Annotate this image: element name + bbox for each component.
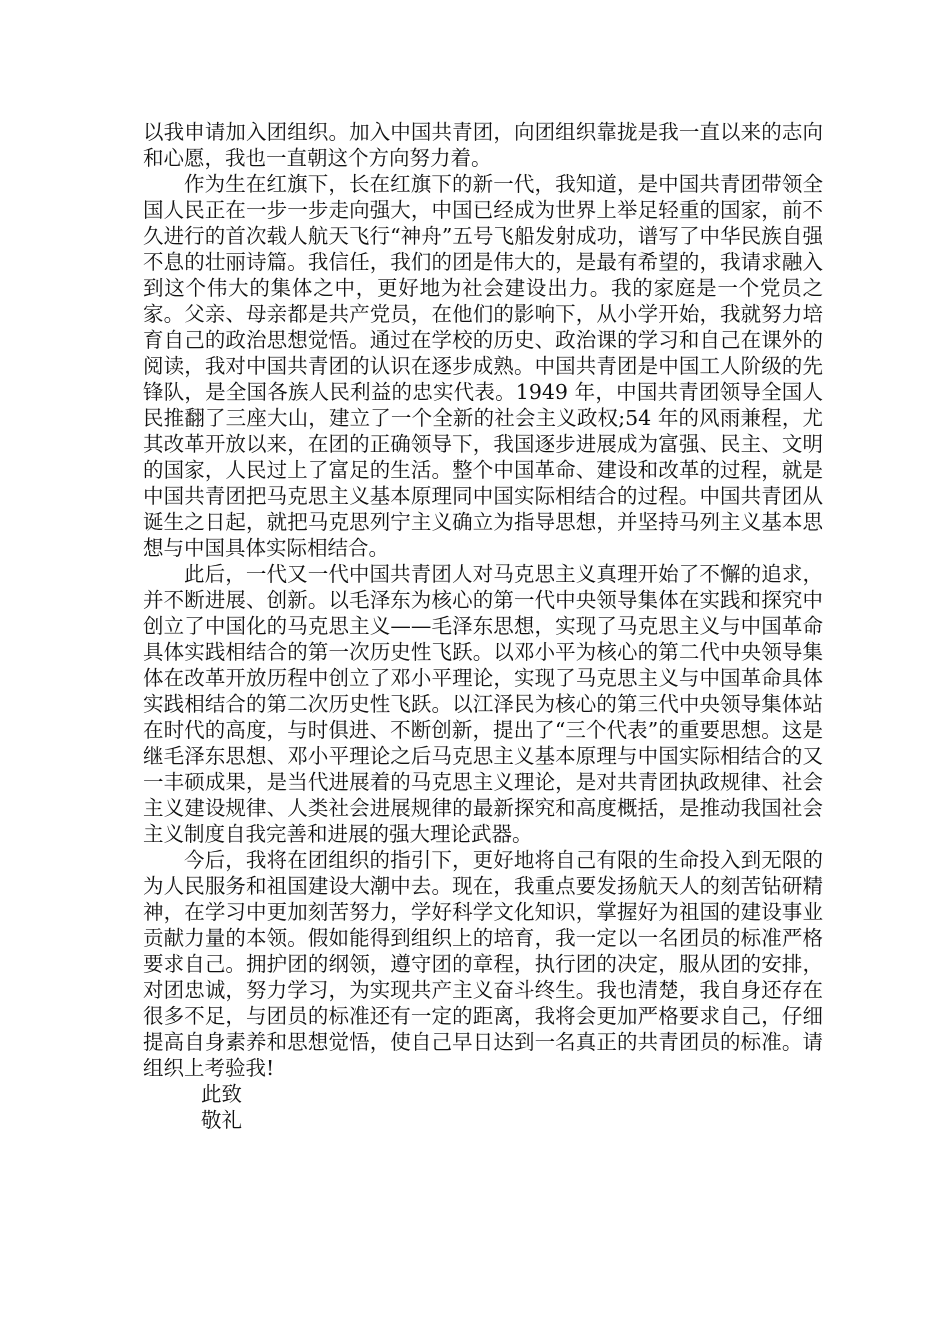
paragraph-commitment: 今后，我将在团组织的指引下，更好地将自己有限的生命投入到无限的为人民服务和祖国建设大潮中去。现在，我重点要发扬航天人的刻苦钻研精神，在学习中更加刻苦努力，学好科学文化知识，掌握好为祖国的建设事业贡献力量的本领。假如能得到组织上的培育，我一定以一名团员的标准严格要求自己。拥护团的纲领，遵守团的章程，执行团的决定，服从团的安排，对团忠诚，努力学习，为实现共产主义奋斗终生。我也清楚，我自身还存在很多不足，与团员的标准还有一定的距离，我将会更加严格要求自己，仔细提高自身素养和思想觉悟，使自己早日达到一名真正的共青团员的标准。请组织上考验我!	[143, 848, 823, 1080]
letter-body	[143, 119, 823, 1133]
paragraph-motivation: 作为生在红旗下，长在红旗下的新一代，我知道，是中国共青团带领全国人民正在一步一步走向强大，中国已经成为世界上举足轻重的国家，前不久进行的首次载人航天飞行“神舟”五号飞船发射成功，谱写了中华民族自强不息的壮丽诗篇。我信任，我们的团是伟大的，是最有希望的，我请求融入到这个伟大的集体之中，更好地为社会建设出力。我的家庭是一个党员之家。父亲、母亲都是共产党员，在他们的影响下，从小学开始，我就努力培育自己的政治思想觉悟。通过在学校的历史、政治课的学习和自己在课外的阅读，我对中国共青团的认识在逐步成熟。中国共青团是中国工人阶级的先锋队，是全国各族人民利益的忠实代表。1949 年，中国共青团领导全国人民推翻了三座大山，建立了一个全新的社会主义政权;54 年的风雨兼程，尤其改革开放以来，在团的正确领导下，我国逐步进展成为富强、民主、文明的国家，人民过上了富足的生活。整个中国革命、建设和改革的过程，就是中国共青团把马克思主义基本原理同中国实际相结合的过程。中国共青团从诞生之日起，就把马克思列宁主义确立为指导思想，并坚持马列主义基本思想与中国具体实际相结合。	[143, 172, 823, 560]
paragraph-history: 此后，一代又一代中国共青团人对马克思主义真理开始了不懈的追求，并不断进展、创新。以毛泽东为核心的第一代中央领导集体在实践和探究中创立了中国化的马克思主义——毛泽东思想，实现了马克思主义与中国革命具体实践相结合的第一次历史性飞跃。以邓小平为核心的第二代中央领导集体在改革开放历程中创立了邓小平理论，实现了马克思主义与中国革命具体实践相结合的第二次历史性飞跃。以江泽民为核心的第三代中央领导集体站在时代的高度，与时俱进、不断创新，提出了“三个代表”的重要思想。这是继毛泽东思想、邓小平理论之后马克思主义基本原理与中国实际相结合的又一丰硕成果，是当代进展着的马克思主义理论，是对共青团执政规律、社会主义建设规律、人类社会进展规律的最新探究和高度概括，是推动我国社会主义制度自我完善和进展的强大理论武器。	[143, 562, 823, 846]
closing-regards: 敬礼	[201, 1108, 242, 1132]
closing-salutation: 此致	[201, 1082, 242, 1106]
paragraph-continuation: 以我申请加入团组织。加入中国共青团，向团组织靠拢是我一直以来的志向和心愿，我也一直朝这个方向努力着。	[143, 120, 823, 170]
